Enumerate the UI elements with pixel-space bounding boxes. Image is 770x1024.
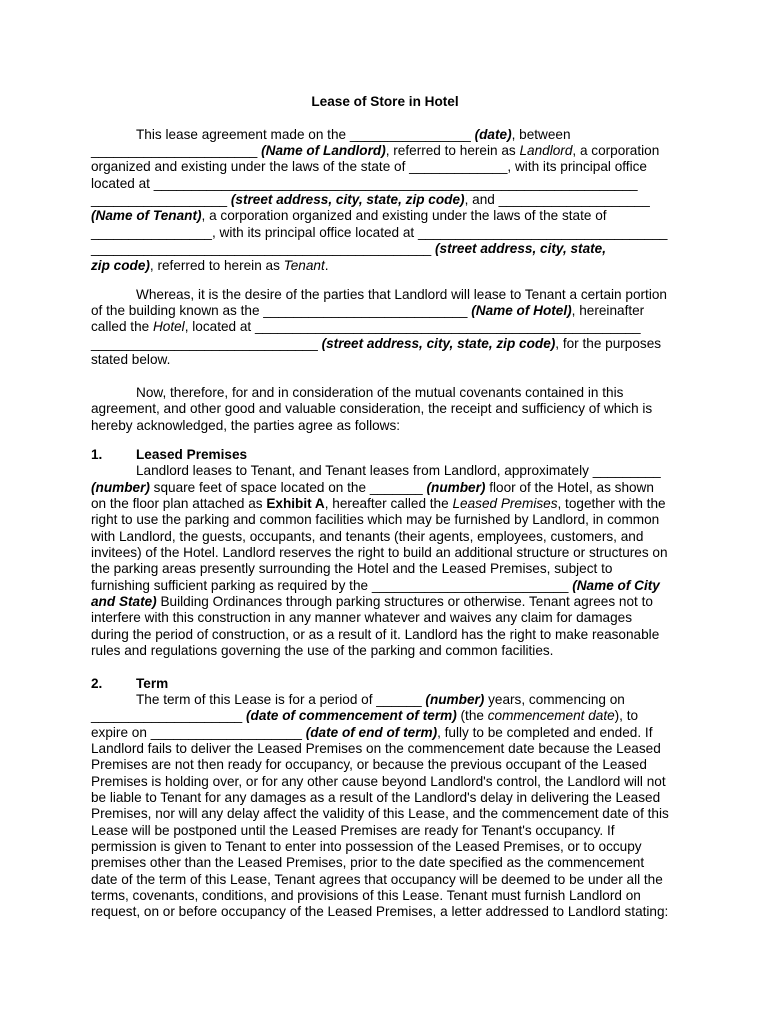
s2-line-13: terms, covenants, conditions, and provisions of this Lease. Tenant must furnish Landlord on <box>91 888 641 903</box>
s1-line-3: on the floor plan attached as Exhibit A, hereafter called the Leased Premises, together with the <box>91 496 666 511</box>
p3-line-2: agreement, and other good and valuable consideration, the receipt and sufficiency of which is <box>91 401 653 416</box>
s1-line-4: right to use the parking and common facilities which may be furnished by Landlord, in common <box>91 512 660 527</box>
s2-line-9: Lease will be postponed until the Leased Premises are ready for Tenant's occupancy. If <box>91 823 615 838</box>
s2-line-2: ____________________ (date of commencement of term) (the commencement date), to <box>91 708 639 723</box>
p3-line-1: Now, therefore, for and in consideration of the mutual covenants contained in this <box>136 385 624 400</box>
section-2-heading: Term <box>136 676 169 691</box>
s2-line-8: Premises, nor will any delay affect the validity of this Lease, and the commencement date of this <box>91 806 669 821</box>
p1-line-5: __________________ (street address, city, state, zip code), and ____________________ <box>91 192 650 207</box>
p3-line-3: hereby acknowledged, the parties agree as follows: <box>91 418 401 433</box>
p1-line-2: ______________________ (Name of Landlord), referred to herein as Landlord, a corporation <box>91 143 660 158</box>
s1-line-10: interfere with this construction in any manner whatever and waives any claim for damages <box>91 610 632 625</box>
s1-line-1: Landlord leases to Tenant, and Tenant leases from Landlord, approximately _________ <box>136 463 661 478</box>
p2-line-5: stated below. <box>91 352 171 367</box>
p2-line-3: called the Hotel, located at ___________________________________________________ <box>91 319 641 334</box>
section-1-number: 1. <box>91 447 103 462</box>
p2-line-2: of the building known as the ___________________________ (Name of Hotel), hereinafter <box>91 303 645 318</box>
p1-line-7: ________________, with its principal office located at _________________________________ <box>91 225 668 240</box>
s1-line-5: with Landlord, the guests, occupants, and tenants (their agents, employees, customers, and <box>91 529 644 544</box>
p2-line-4: ______________________________ (street address, city, state, zip code), for the purposes <box>91 336 662 351</box>
p1-line-6: (Name of Tenant), a corporation organized and existing under the laws of the state of <box>91 208 607 223</box>
section-2-number: 2. <box>91 676 103 691</box>
p2-line-1: Whereas, it is the desire of the parties that Landlord will lease to Tenant a certain portion <box>136 287 667 302</box>
p1-line-4: located at ________________________________________________________________ <box>91 176 638 191</box>
s2-line-1: The term of this Lease is for a period of ______ (number) years, commencing on <box>136 692 625 707</box>
s1-line-2: (number) square feet of space located on the _______ (number) floor of the Hotel, as shown <box>91 480 654 495</box>
s1-line-9: and State) Building Ordinances through parking structures or otherwise. Tenant agrees not to <box>91 594 653 609</box>
document-title: Lease of Store in Hotel <box>311 94 459 109</box>
s2-line-4: Landlord fails to deliver the Leased Premises on the commencement date because the Leased <box>91 741 661 756</box>
s1-line-7: the parking areas presently surrounding the Hotel and the Leased Premises, subject to <box>91 561 613 576</box>
p1-line-8: _____________________________________________ (street address, city, state, <box>91 241 607 256</box>
s2-line-10: permission is given to Tenant to enter into possession of the Leased Premises, or to occupy <box>91 839 642 854</box>
p1-line-3: organized and existing under the laws of the state of _____________, with its principal office <box>91 159 647 174</box>
s2-line-12: date of the term of this Lease, Tenant agrees that occupancy will be deemed to be under all the <box>91 872 663 887</box>
s1-line-6: invitees) of the Hotel. Landlord reserves the right to build an additional structure or structures on <box>91 545 668 560</box>
p1-line-1: This lease agreement made on the ________________ (date), between <box>136 127 571 142</box>
s2-line-6: Premises is holding over, or for any other cause beyond Landlord's control, the Landlord will not <box>91 774 666 789</box>
section-1-heading: Leased Premises <box>136 447 248 462</box>
s2-line-14: request, on or before occupancy of the Leased Premises, a letter addressed to Landlord stating: <box>91 904 669 919</box>
s2-line-11: premises other than the Leased Premises, prior to the date specified as the commencement <box>91 855 645 870</box>
p1-line-9: zip code), referred to herein as Tenant. <box>91 258 329 273</box>
s2-line-3: expire on ____________________ (date of end of term), fully to be completed and ended. If <box>91 725 653 740</box>
s1-line-11: during the period of construction, or as a result of it. Landlord has the right to make reasonable <box>91 627 660 642</box>
s1-line-12: rules and regulations governing the use of the parking and common facilities. <box>91 643 554 658</box>
s1-line-8: furnishing sufficient parking as required by the __________________________ (Name of City <box>91 578 660 593</box>
s2-line-7: be liable to Tenant for any damages as a result of the Landlord's delay in delivering the Leased <box>91 790 661 805</box>
s2-line-5: Premises are not then ready for occupancy, or because the previous occupant of the Leased <box>91 757 647 772</box>
